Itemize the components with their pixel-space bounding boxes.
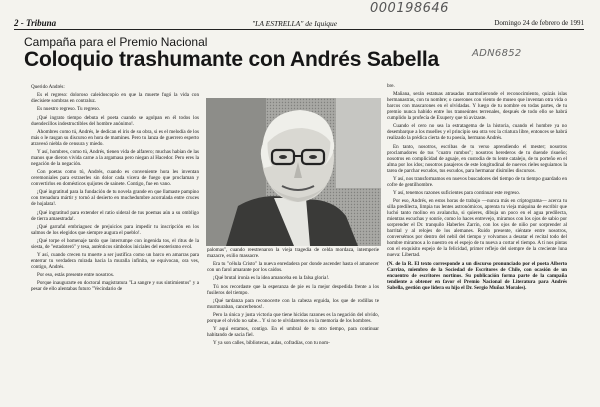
paragraph: Pero la única y justa victoria que tiene hicidas razones es la negación del olvido, porque el olvido no sabe... Y si no te olvidaremos en la memoria de los hombres. [207,311,379,324]
page-header [14,18,584,30]
paragraph: Cuando el cero no sea la estratagema de la historia, cuando el hombre ya no desembarque a los muelles y el principio sea otra vez la criatura libre, entonces se habrá realizado la prédica cierta de tu poesía, hermano Andrés. [387,123,567,142]
paragraph: bre. [387,83,395,89]
article-column-1 [31,84,199,396]
paragraph: ¡Qué tardanza para reconocerte con la cabeza erguida, los que de rodillas te murmuraban, cancerbenos!. [207,297,379,310]
editor-note: (N. de la R. El texto corresponde a un discurso pronunciado por el poeta Alberto Carrizo, miembro de la Sociedad de Escritores de Chile, con ocasión de un encuentro de escritores nortinos. Su publicación forma parte de la campaña tendiente a obtener en favor el Premio Nacional de Literatura para Andrés Sabella, gestión que lidera su hijo el Dr. Sergio Muñoz Morales). [387,261,567,292]
paragraph: Porque inaugurarte en doctoral magistratura "La sangre y sus sintimientos" y a pesar de ello alentabas futuro "Vecindario de [31,280,199,293]
paragraph: ¡Qué ingratitud para la fundación de tu novela grande en que llamaste pampino con trenadura mártir y tornó al desierto en muchedumbre acorralada entre cruces de hojalata!. [31,189,199,208]
paragraph: Tú nos recordaste que la esperanza de pie es la mejor despedida frente a los fusileros del tiempo. [207,283,379,296]
paragraph: Y aquí estamos, contigo. En el umbral de tu otro tiempo, para continuar habitando de sacia fiel. [207,326,379,339]
paragraph: ¡Qué brutal ironía es la idea amanceba en la falsa gloria!. [213,275,330,282]
paragraph: Y así, hombres, como tú, Andrés, tienen vida de alfarero; muchas habían de las manos que dieron vivida carne a la argamasa pero niegan al Hacedor. Pero eres la negación de la negación. [31,148,199,167]
paragraph: Y así, tenemos razones suficientes para continuar este regreso. [393,189,521,196]
paragraph: Por eso, Andrés, en estos horas de trabajo —nunca más en criptograma— acerca tu silla predilecta, limpia tus lentes astronómicos, aprenta tu vieja máquina de escribir que luchó tanto molino en avalancha, si quieres, dibuja un poco en el agua predilecta, mientras escuchas y sonríe, como lo haces entrevejo, miramos con los ojos de sabio por sorprender el Dr. tranquilo Haberles Zarrín, con los ojos de niño por sorprender al barrital y al relojes de los alemanes. Ruido presente, siéntate entre nosotros, conversémos por dentro del nebil del tiempo y volvamos a desatar el recital todo del hombre miramos a lo nuestro en el espejo de tu nueva a cortar el tiempo. A ti nos pintas con el exquisito espejo de la felicidad, primer reflejo del siempre de la creciente luna nueva: Libertad. [387,198,567,259]
archive-number: 000198646 [370,1,449,16]
paragraph: Y así, cuando crecen tu muerte a ser justifica como un barco en amarras para enterrar tu verdadera mirada hacia la muralla infinita, se equivocan, ora ves, contigo, Andrés. [31,252,199,271]
portrait-image [206,98,381,246]
paragraph: Ahombres como tú, Andrés, le dedican el iris de su obra, si es el melodía de los más o le rasgan su discurso en hora de mamines. Pero tu lanza de guerrero esperto atravesó niebla de censura y miedo. [31,128,199,147]
paragraph: Querido Andrés: [31,84,65,90]
paragraph: Es el regreso: doloroso caleidoscopio en que la muerte fugó la vida con diecisiete sombras en contraluz. [31,92,199,105]
portrait-photo [206,98,381,246]
paragraph: Con poetas como tú, Andrés, cuando es conveniente hora les inventan ceremoniales para extraerles sin dolor cada vicera de fuego que proclaman y convertirlos en domésticos quijotes de sainete. Contigo, fue en vano. [31,169,199,188]
issue-date: Domingo 24 de febrero de 1991 [494,19,584,27]
paragraph: Y ya son calles, bibliotecas, aulas, cofradías, con tu nom- [213,340,330,347]
article-kicker: Campaña para el Premio Nacional [24,35,208,49]
paragraph: ¡Qué torpe el homenaje tardo que interrumpe con ingenida tos, el ritus de la siesta, de "estadoteró" y tesa, auténticos símbolos iniciales del esoterismo evol. [31,237,199,250]
paragraph: ¡Qué garrafal embriaguez de prejuicios para impedir tu inscripción en los salmos de los elegidos que siempre augura el pueblo!. [31,223,199,236]
page-section: 2 - Tribuna [14,18,57,28]
paragraph: Y así, nos transformamos en nuevos buscadores del tiempo de tu tiempo guardado en cofre de gentilhombre. [387,175,567,188]
article-column-2 [207,247,379,397]
photo-caption-continuation: palomas", cuando reestrenaron la vieja tragedia de celda mordaza, intemperie mazacre, exilio massacre. [207,247,379,259]
article-headline: Coloquio trashumante con Andrés Sabella [24,48,439,71]
paragraph: En tanto, nosotros, escribas de tu verso aprendiendo el mester; nosotros proclamadores de tus "cuatro rumbos"; nosotros herederos de tu duende risueño; nosotros en complicidad de aguaje, en custodia de tu lente catalejo, de tu porteño en el alma por los idos; nosotros pasajeros de este longitudinal de nuevos ríeles seguiamos la tarea de parchar escudos, tus escudos, para hermanar disímiles discursos. [387,143,567,174]
article-column-3 [387,83,567,396]
paragraph: ¡Qué ingratitud para extender el ratio sideral de tus poemas aún a su ombligo de tierra amaestrada!. [31,209,199,222]
paragraph: ¡Qué ingrato tiempo debuta el poeta cuando se agolpan en él todos los duendecillos indestructibles del hombre anónimo!. [31,114,199,127]
paragraph: Mañana, serán estatuas atrasadas marmolieronde el reconocimiento, quizás islas hermanastras, con tu nombre; o caserones con viento de museo que inventan otra vida o barcos con mascarones en el olvidadas. Y luego de tu nombre en todas partes, de tu premio nunca habido entre los transeúntes terrenales, después de todo ello se habrá cumplido la profecía de Exupery que tú avizaste. [387,91,567,122]
paragraph: Por eso, estás presente entre nosotros. [37,272,115,279]
archive-code: ADN6852 [472,48,522,59]
newspaper-name: "LA ESTRELLA" de Iquique [252,19,338,28]
paragraph: Era tu "célula Cristo" la nueva enredadera por donde ascender hasta el amanecer con un farol amarante por los caídos. [207,261,379,274]
paragraph: Es nuestro regreso. Tu regreso. [37,106,101,113]
